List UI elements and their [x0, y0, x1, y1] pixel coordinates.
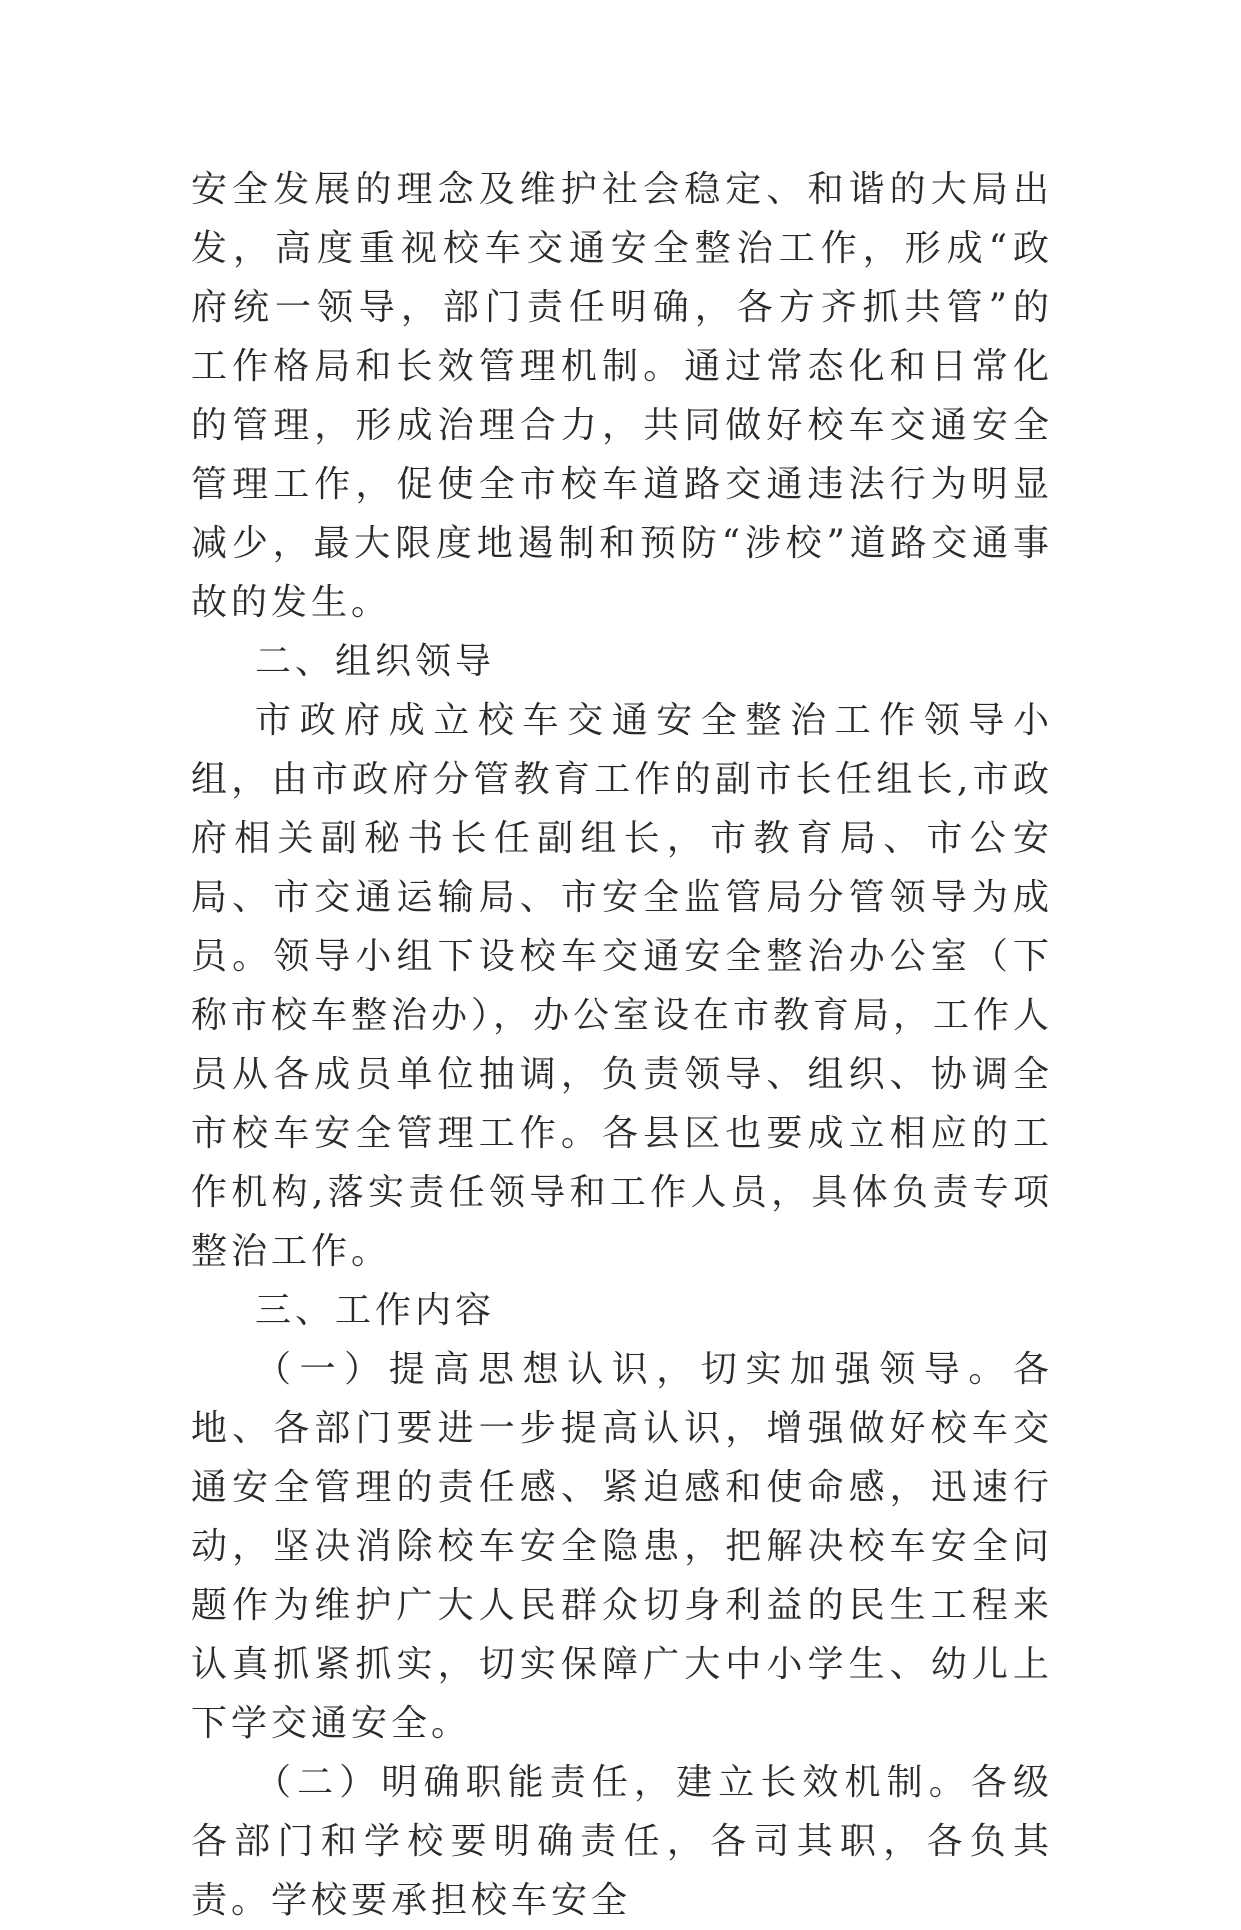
document-body [191, 160, 1053, 1930]
section-heading-work-content: 三、工作内容 [255, 1290, 496, 1331]
paragraph-leadership-group: 市政府成立校车交通安全整治工作领导小组，由市政府分管教育工作的副市长任组长,市政府相关副秘书长任副组长，市教育局、市公安局、市交通运输局、市安全监管局分管领导为成员。领导小组下设校车交通安全整治办公室（下称市校车整治办），办公室设在市教育局，工作人员从各成员单位抽调，负责领导、组织、协调全市校车安全管理工作。各县区也要成立相应的工作机构,落实责任领导和工作人员，具体负责专项整治工作。 [191, 700, 1054, 1272]
section-heading-organization: 二、组织领导 [255, 641, 496, 682]
paragraph-continuation: 安全发展的理念及维护社会稳定、和谐的大局出发，高度重视校车交通安全整治工作，形成“政府统一领导，部门责任明确，各方齐抓共管”的工作格局和长效管理机制。通过常态化和日常化的管理，形成治理合力，共同做好校车交通安全管理工作，促使全市校车道路交通违法行为明显减少，最大限度地遏制和预防“涉校”道路交通事故的发生。 [191, 169, 1053, 623]
paragraph-item-2: （二）明确职能责任，建立长效机制。各级各部门和学校要明确责任，各司其职，各负其责。学校要承担校车安全 [191, 1762, 1053, 1921]
paragraph-item-1: （一）提高思想认识，切实加强领导。各地、各部门要进一步提高认识，增强做好校车交通安全管理的责任感、紧迫感和使命感，迅速行动，坚决消除校车安全隐患，把解决校车安全问题作为维护广大人民群众切身利益的民生工程来认真抓紧抓实，切实保障广大中小学生、幼儿上下学交通安全。 [191, 1349, 1053, 1744]
